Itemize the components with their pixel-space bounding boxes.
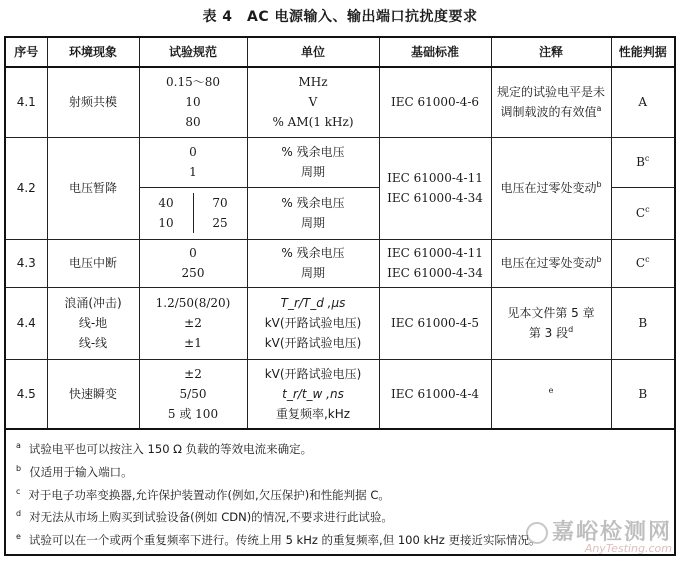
spec-line: ±2 bbox=[184, 316, 202, 330]
row-phenomenon bbox=[47, 287, 139, 359]
phenomenon-line: 线-线 bbox=[78, 336, 108, 350]
row-spec-split bbox=[139, 187, 247, 239]
row-no: 4.3 bbox=[5, 239, 47, 287]
spec-line: 80 bbox=[185, 115, 201, 130]
unit-line: 周期 bbox=[300, 165, 325, 179]
table-row bbox=[5, 67, 675, 137]
unit-line: 周期 bbox=[300, 266, 325, 280]
unit-line: kV(开路试验电压) bbox=[264, 316, 362, 330]
row-unit bbox=[247, 359, 379, 429]
footnote bbox=[16, 482, 666, 505]
watermark-cn-text: 嘉峪检测网 bbox=[551, 520, 672, 545]
spec-line: 5/50 bbox=[179, 386, 207, 401]
footnote-ref: a bbox=[596, 104, 602, 114]
criterion-value: C bbox=[635, 206, 646, 220]
row-unit bbox=[247, 287, 379, 359]
row-note bbox=[491, 359, 611, 429]
spec-line: 1 bbox=[189, 165, 197, 179]
spec-line: 0.15～80 bbox=[166, 75, 220, 90]
note-text: 调制载波的有效值 bbox=[500, 105, 597, 120]
criterion-value: B bbox=[636, 155, 645, 169]
row-note bbox=[491, 137, 611, 239]
spec-left bbox=[140, 193, 194, 233]
immunity-table bbox=[4, 36, 676, 556]
header-note: 注释 bbox=[491, 37, 611, 67]
spec-line: 40 bbox=[158, 196, 174, 210]
footnote-ref: c bbox=[645, 205, 650, 214]
row-no: 4.1 bbox=[5, 67, 47, 137]
unit-line: % 残余电压 bbox=[281, 196, 345, 210]
row-unit bbox=[247, 239, 379, 287]
spec-line: 5 或 100 bbox=[167, 406, 219, 421]
footnote-ref: d bbox=[568, 325, 574, 334]
row-phenomenon: 射频共模 bbox=[47, 67, 139, 137]
row-spec bbox=[139, 287, 247, 359]
criterion-value: C bbox=[635, 256, 646, 270]
spec-line: 1.2/50(8/20) bbox=[155, 296, 231, 310]
table-row bbox=[5, 287, 675, 359]
footnote-text: 对无法从市场上购买到试验设备(例如 CDN)的情况,不要求进行此试验。 bbox=[29, 510, 393, 525]
table-row bbox=[5, 137, 675, 187]
header-phenomenon: 环境现象 bbox=[47, 37, 139, 67]
header-row bbox=[5, 37, 675, 67]
spec-line: 0 bbox=[189, 246, 197, 260]
row-standard: IEC 61000-4-5 bbox=[379, 287, 491, 359]
unit-line: kV(开路试验电压) bbox=[264, 366, 362, 381]
footnote-mark: e bbox=[16, 532, 21, 542]
row-unit bbox=[247, 67, 379, 137]
row-standard: IEC 61000-4-6 bbox=[379, 67, 491, 137]
footnote bbox=[16, 459, 666, 482]
table-row bbox=[5, 359, 675, 429]
footnotes bbox=[5, 429, 675, 555]
row-standard bbox=[379, 137, 491, 239]
footnote-mark: c bbox=[16, 486, 21, 496]
row-phenomenon: 电压暂降 bbox=[47, 137, 139, 239]
note-text: 电压在过零处变动 bbox=[500, 181, 597, 195]
row-note bbox=[491, 239, 611, 287]
row-spec bbox=[139, 137, 247, 187]
footnote-text: 对于电子功率变换器,允许保护装置动作(例如,欠压保护)和性能判据 C。 bbox=[28, 487, 390, 502]
row-spec bbox=[139, 239, 247, 287]
standard-line: IEC 61000-4-11 bbox=[387, 171, 483, 185]
footnote-mark: b bbox=[16, 463, 22, 473]
standard-line: IEC 61000-4-34 bbox=[387, 191, 483, 205]
header-criterion: 性能判据 bbox=[611, 37, 675, 67]
footnote-ref: b bbox=[596, 255, 602, 264]
spec-line: 0 bbox=[189, 145, 197, 159]
spec-right bbox=[193, 193, 247, 233]
row-phenomenon: 电压中断 bbox=[47, 239, 139, 287]
footnotes-row bbox=[5, 429, 675, 555]
row-criterion bbox=[611, 187, 675, 239]
spec-line: 10 bbox=[158, 216, 174, 230]
note-line bbox=[494, 323, 609, 343]
footnote bbox=[16, 527, 666, 550]
row-spec bbox=[139, 359, 247, 429]
row-criterion bbox=[611, 239, 675, 287]
phenomenon-line: 线-地 bbox=[78, 316, 108, 330]
header-standard: 基础标准 bbox=[379, 37, 491, 67]
header-spec: 试验规范 bbox=[139, 37, 247, 67]
footnote-ref: c bbox=[645, 255, 650, 264]
spec-line: 10 bbox=[185, 95, 201, 110]
unit-line: V bbox=[308, 95, 318, 110]
header-unit: 单位 bbox=[247, 37, 379, 67]
row-standard bbox=[379, 239, 491, 287]
row-unit bbox=[247, 137, 379, 187]
row-no: 4.5 bbox=[5, 359, 47, 429]
spec-subtable bbox=[140, 193, 247, 233]
row-criterion: B bbox=[611, 287, 675, 359]
spec-line: 250 bbox=[181, 266, 205, 280]
unit-line: T_r/T_d ,μs bbox=[280, 296, 346, 310]
unit-line: kV(开路试验电压) bbox=[264, 336, 362, 350]
spec-line: 70 bbox=[212, 196, 228, 210]
table-title: 表 4 AC 电源输入、输出端口抗扰度要求 bbox=[202, 9, 478, 25]
row-unit bbox=[247, 187, 379, 239]
watermark-en: AnyTesting.com bbox=[584, 542, 672, 555]
spec-line: ±1 bbox=[184, 336, 202, 350]
unit-line: t_r/t_w ,ns bbox=[282, 386, 344, 401]
row-criterion: A bbox=[611, 67, 675, 137]
footnote bbox=[16, 436, 666, 459]
unit-line: 周期 bbox=[300, 216, 325, 230]
note-text: 第 3 段 bbox=[528, 326, 569, 340]
footnote-ref: b bbox=[596, 180, 602, 189]
phenomenon-line: 浪涌(冲击) bbox=[64, 296, 122, 310]
standard-line: IEC 61000-4-34 bbox=[387, 266, 483, 280]
table-row bbox=[5, 239, 675, 287]
row-no: 4.2 bbox=[5, 137, 47, 239]
row-spec bbox=[139, 67, 247, 137]
row-note bbox=[491, 67, 611, 137]
unit-line: % 残余电压 bbox=[281, 145, 345, 159]
footnote-text: 试验可以在一个或两个重复频率下进行。传统上用 5 kHz 的重复频率,但 100 kHz 更接近实际情况。 bbox=[28, 533, 541, 548]
row-criterion: B bbox=[611, 359, 675, 429]
unit-line: % AM(1 kHz) bbox=[272, 115, 354, 130]
spec-line: ±2 bbox=[184, 366, 202, 381]
footnote bbox=[16, 504, 666, 527]
row-no: 4.4 bbox=[5, 287, 47, 359]
footnote-mark: d bbox=[16, 509, 22, 519]
note-text: 电压在过零处变动 bbox=[500, 256, 597, 270]
header-no: 序号 bbox=[5, 37, 47, 67]
note-line bbox=[494, 102, 609, 122]
unit-line: MHz bbox=[298, 75, 328, 90]
footnote-mark: a bbox=[16, 441, 21, 450]
standard-line: IEC 61000-4-11 bbox=[387, 246, 483, 260]
footnote-ref: e bbox=[548, 385, 554, 395]
note-line: 规定的试验电平是未 bbox=[496, 85, 605, 100]
footnote-text: 试验电平也可以按注入 150 Ω 负载的等效电流来确定。 bbox=[28, 441, 313, 456]
row-note bbox=[491, 287, 611, 359]
unit-line: 重复频率,kHz bbox=[275, 406, 351, 421]
spec-line: 25 bbox=[212, 216, 228, 230]
unit-line: % 残余电压 bbox=[281, 246, 345, 260]
row-standard: IEC 61000-4-4 bbox=[379, 359, 491, 429]
row-phenomenon: 快速瞬变 bbox=[47, 359, 139, 429]
note-line: 见本文件第 5 章 bbox=[507, 306, 595, 320]
footnote-text: 仅适用于输入端口。 bbox=[29, 464, 133, 479]
footnote-ref: c bbox=[644, 154, 650, 163]
row-criterion bbox=[611, 137, 675, 187]
